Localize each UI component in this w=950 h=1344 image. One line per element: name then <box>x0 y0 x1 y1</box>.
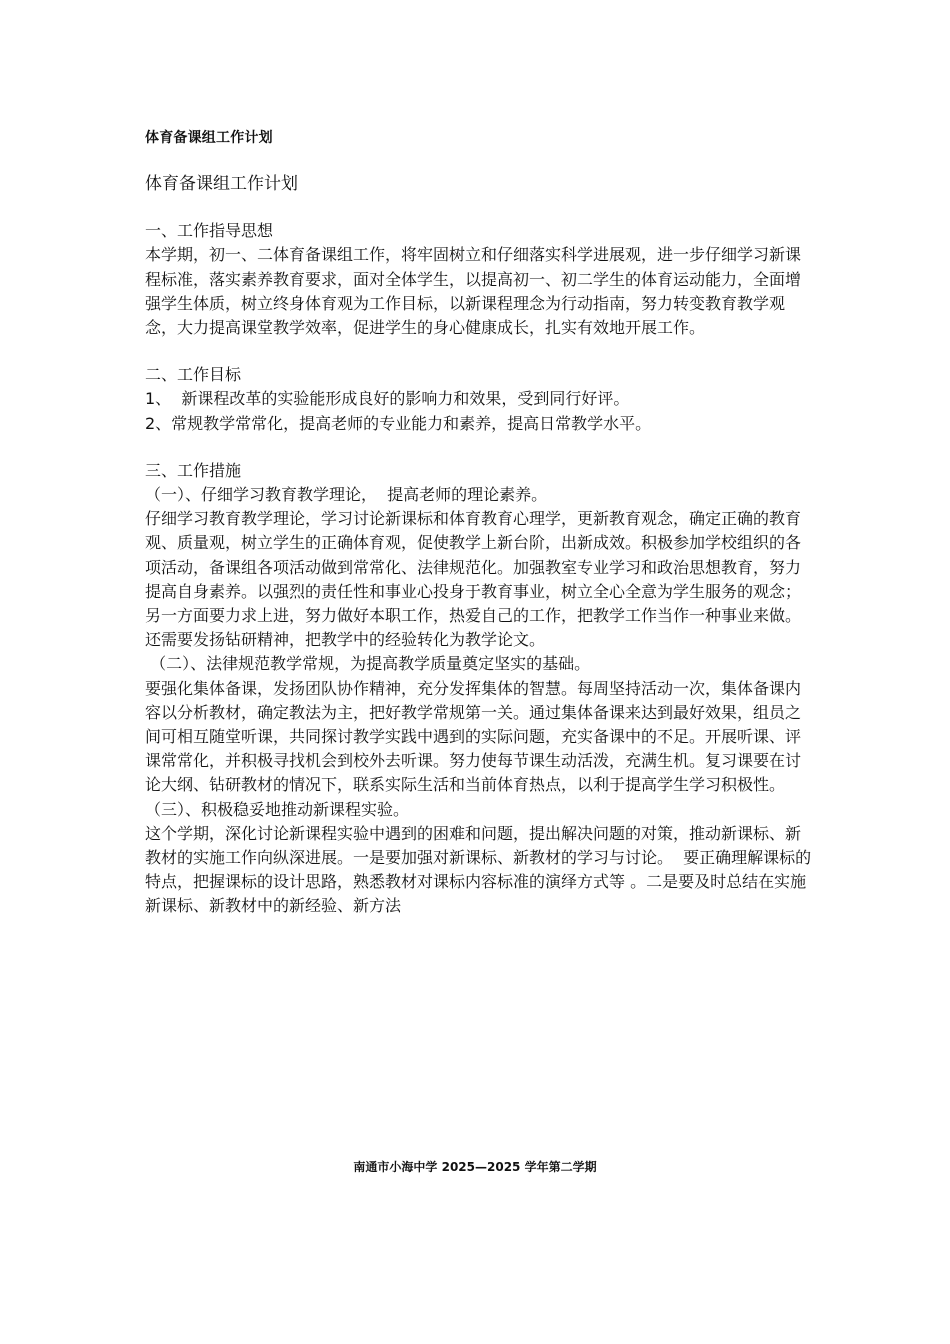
document-subtitle: 体育备课组工作计划 <box>145 174 298 194</box>
section-paragraph: 这个学期，深化讨论新课程实验中遇到的困难和问题，提出解决问题的对策，推动新课标、新教材的实施工作向纵深进展。一是要加强对新课标、新教材的学习与讨论。 要正确理解课标的特点，把握课标的设计思路，熟悉教材对课标内容标准的演绎方式等 。二是要及时总结在实施新课标、新教材中的新经验、新方法 <box>145 823 812 916</box>
section-heading: 一、工作指导思想 <box>145 221 274 241</box>
subsection-heading: （三）、积极稳妥地推动新课程实验。 <box>145 799 410 819</box>
section-paragraph: 要强化集体备课，发扬团队协作精神，充分发挥集体的智慧。每周坚持活动一次，集体备课内容以分析教材，确定教法为主，把好教学常规第一关。通过集体备课来达到最好效果，组员之间可相互随堂听课，共同探讨教学实践中遇到的实际问题，充实备课中的不足。开展听课、评课常常化，并积极寻找机会到校外去听课。努力使每节课生动活泼，充满生机。复习课要在讨论大纲、钻研教材的情况下，联系实际生活和当前体育热点，以利于提高学生学习积极性。 <box>145 678 802 795</box>
goal-item: 1、 新课程改革的实验能形成良好的影响力和效果，受到同行好评。 <box>145 389 630 409</box>
subsection-heading: （二）、法律规范教学常规，为提高教学质量奠定坚实的基础。 <box>145 654 591 674</box>
goal-item: 2、常规教学常常化，提高老师的专业能力和素养，提高日常教学水平。 <box>145 413 652 433</box>
section-work-goals <box>145 363 815 436</box>
section-heading: 三、工作措施 <box>145 460 242 480</box>
section-paragraph: 本学期，初一、二体育备课组工作，将牢固树立和仔细落实科学进展观，进一步仔细学习新课程标准，落实素养教育要求，面对全体学生，以提高初一、初二学生的体育运动能力，全面增强学生体质，树立终身体育观为工作目标，以新课程理念为行动指南，努力转变教育教学观念，大力提高课堂教学效率，促进学生的身心健康成长，扎实有效地开展工作。 <box>145 245 802 338</box>
section-paragraph: 仔细学习教育教学理论，学习讨论新课标和体育教育心理学，更新教育观念，确定正确的教育观、质量观，树立学生的正确体育观，促使教学上新台阶，出新成效。积极参加学校组织的各项活动，备课组各项活动做到常常化、法律规范化。加强教室专业学习和政治思想教育，努力提高自身素养。以强烈的责任性和事业心投身于教育事业，树立全心全意为学生服务的观念；另一方面要力求上进，努力做好本职工作，热爱自己的工作，把教学工作当作一种事业来做。还需要发扬钻研精神，把教学中的经验转化为教学论文。 <box>145 509 802 650</box>
section-heading: 二、工作目标 <box>145 365 242 385</box>
document-header-title: 体育备课组工作计划 <box>145 130 273 146</box>
subsection-heading: （一）、仔细学习教育教学理论， 提高老师的理论素养。 <box>145 485 548 505</box>
document-body <box>145 172 815 942</box>
document-footer: 南通市小海中学 2025—2025 学年第二学期 <box>353 1160 597 1174</box>
section-guiding-ideology <box>145 219 815 340</box>
section-work-measures <box>145 459 815 919</box>
